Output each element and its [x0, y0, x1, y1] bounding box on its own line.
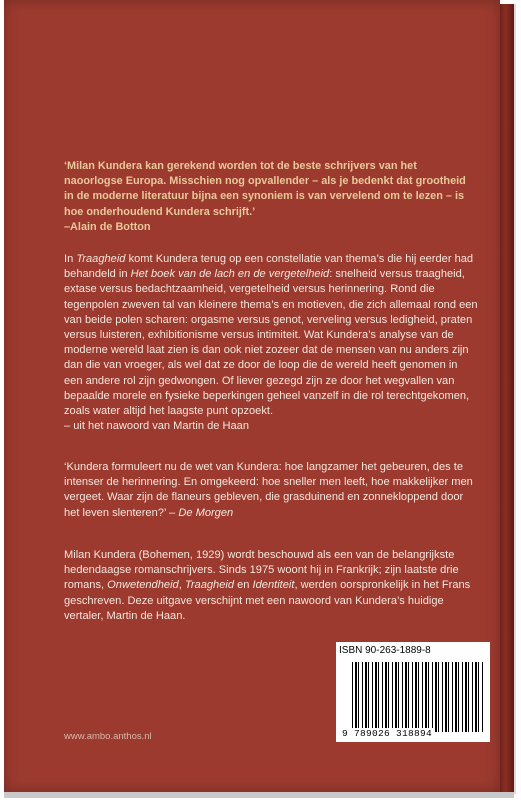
barcode-number: 9 789026 318894 [342, 728, 433, 739]
synopsis-paragraph [64, 252, 478, 434]
quote-text: ‘Kundera formuleert nu de wet van Kundera: hoe langzamer het gebeuren, des te intenser de herinnering. En omgekeerd: hoe sneller men leeft, hoe makkelijker men vergeet. Waar zijn de flaneurs gebleven, die grasduinend en zonnekloppend door het leven slenteren?’ – [64, 461, 473, 519]
barcode-icon [352, 662, 484, 732]
title-traagheid: Traagheid [76, 253, 126, 265]
author-bio [64, 548, 478, 624]
synopsis-text: In [64, 253, 77, 265]
publisher-website: www.ambo.anthos.nl [64, 731, 152, 742]
title-boek-lach: Het boek van de lach en de vergetelheid [130, 268, 330, 281]
quote-text: ‘Milan Kundera kan gerekend worden tot de beste schrijvers van het naoorlogse Europa. Misschien nog opvallender – als je bedenkt dat grootheid in de moderne literatuur bijna een synoniem is van vervelend om te lezen – is hoe onderhoudend Kundera schrijft.’ [64, 160, 466, 218]
quote-source: De Morgen [178, 506, 234, 519]
bio-text: Milan Kundera (Bohemen, 1929) wordt beschouwd als een van de belangrijkste hedendaagse romanschrijvers. Sinds 1975 woont hij in Frankrijk; zijn laatste drie romans, [64, 549, 459, 592]
synopsis-attribution: – uit het nawoord van Martin de Haan [64, 420, 250, 433]
blurb-quote-de-morgen [64, 460, 478, 521]
bio-separator: , [178, 579, 185, 592]
title-onwetendheid: Onwetendheid [107, 579, 179, 592]
title-identiteit: Identiteit [252, 579, 295, 592]
quote-attribution: –Alain de Botton [64, 220, 151, 233]
synopsis-text: komt Kundera terug op een constellatie van thema’s die hij eerder had behandeld in [64, 253, 474, 281]
book-spine-edge [500, 4, 516, 794]
synopsis-text: : snelheid versus traagheid, extase versus bedachtzaamheid, vergetelheid versus herinnering. Rond die tegenpolen zweven tal van kleinere thema’s en motieven, die zich allemaal rond een van beide polen scharen: orgasme versus genot, verveling versus ledigheid, praten versus luisteren, exhibitionisme versus intimiteit. Wat Kundera’s analyse van de moderne wereld laat zien is dan ook niet zozeer dat de mensen van nu anders zijn dan die van vroeger, als wel dat ze door de loop die de wereld heeft genomen in een andere rol zijn gedwongen. Of liever gezegd zijn ze door het wegvallen van bepaalde morele en fysieke beperkingen geheel vanzelf in die rol terechtgekomen, zoals water altijd het laagste punt opzoekt. [64, 268, 478, 418]
isbn-label: ISBN 90-263-1889-8 [339, 645, 431, 656]
title-traagheid: Traagheid [184, 579, 235, 592]
bio-separator: en [234, 579, 253, 592]
book-bottom-edge [4, 792, 514, 798]
blurb-quote-de-botton [64, 159, 478, 235]
bio-text: , werden oorspronkelijk in het Frans geschreven. Deze uitgave verschijnt met een nawoord van Kundera’s huidige vertaler, Martin de Haan. [64, 579, 471, 622]
